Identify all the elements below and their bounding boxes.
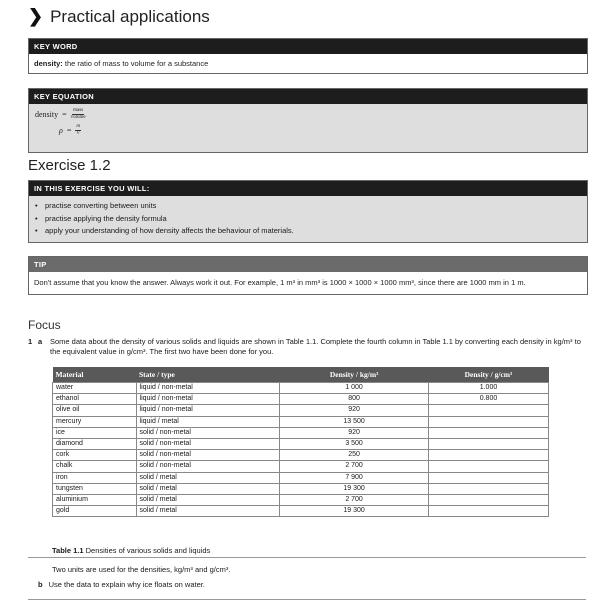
cell-state: solid / non-metal [136, 461, 280, 472]
table-row [53, 461, 549, 472]
cell-material: diamond [53, 438, 137, 449]
tip-text: Don't assume that you know the answer. Always work it out. For example, 1 m³ in mm³ is 1000 × 1000 × 1000 mm³, since there are 1000 mm in 1 m. [34, 278, 526, 287]
list-item: • apply your understanding of how density affects the behaviour of materials. [45, 225, 587, 238]
cell-state: solid / metal [136, 494, 280, 505]
question-1a [28, 337, 584, 357]
table-row [53, 438, 549, 449]
tip-box [28, 256, 588, 295]
key-equation-body [29, 104, 587, 152]
equation-words [35, 108, 86, 121]
cell-density-kgm3: 2 700 [280, 494, 429, 505]
table-header-row [53, 367, 549, 383]
cell-density-kgm3: 1 000 [280, 383, 429, 394]
caption-label: Table 1.1 [52, 546, 84, 555]
divider [28, 557, 586, 558]
key-equation-box [28, 88, 588, 153]
table-row [53, 483, 549, 494]
eq1-fraction [71, 108, 86, 121]
cell-state: solid / metal [136, 472, 280, 483]
cell-density-gcm3[interactable] [428, 483, 548, 494]
cell-density-kgm3: 7 900 [280, 472, 429, 483]
section-heading [28, 6, 210, 27]
question-text: Use the data to explain why ice floats on water. [48, 580, 205, 589]
cell-density-gcm3[interactable]: 1.000 [428, 383, 548, 394]
table-row [53, 494, 549, 505]
cell-state: liquid / non-metal [136, 394, 280, 405]
cell-density-kgm3: 2 700 [280, 461, 429, 472]
cell-density-kgm3: 13 500 [280, 416, 429, 427]
key-word-term: density: [34, 59, 63, 68]
cell-material: mercury [53, 416, 137, 427]
cell-material: aluminium [53, 494, 137, 505]
answer-line [28, 599, 586, 600]
chevron-right-icon: ❯ [28, 6, 44, 26]
exercise-header: IN THIS EXERCISE YOU WILL: [29, 181, 587, 196]
eq2-denominator: V [76, 131, 80, 136]
cell-density-kgm3: 800 [280, 394, 429, 405]
header-material: Material [53, 367, 137, 383]
cell-state: solid / non-metal [136, 427, 280, 438]
eq1-denominator: volume [70, 115, 86, 120]
eq2-left: ρ [59, 126, 63, 135]
cell-density-gcm3[interactable] [428, 450, 548, 461]
density-table [52, 367, 549, 517]
cell-material: gold [53, 506, 137, 517]
cell-state: solid / non-metal [136, 438, 280, 449]
key-equation-header: KEY EQUATION [29, 89, 587, 104]
cell-density-gcm3[interactable] [428, 438, 548, 449]
cell-density-gcm3[interactable] [428, 405, 548, 416]
question-1b [38, 580, 205, 589]
question-letter: b [38, 580, 43, 589]
eq1-left: density [35, 110, 59, 119]
cell-density-kgm3: 19 300 [280, 483, 429, 494]
cell-material: tungsten [53, 483, 137, 494]
section-title: Practical applications [50, 6, 210, 26]
cell-material: olive oil [53, 405, 137, 416]
equation-symbols [59, 124, 81, 137]
header-density-gcm3: Density / g/cm³ [428, 367, 548, 383]
table-row [53, 450, 549, 461]
question-letter: a [38, 337, 43, 346]
eq2-fraction [75, 124, 81, 137]
cell-state: liquid / metal [136, 416, 280, 427]
cell-density-gcm3[interactable] [428, 506, 548, 517]
cell-density-gcm3[interactable] [428, 494, 548, 505]
cell-density-kgm3: 920 [280, 405, 429, 416]
table-row [53, 405, 549, 416]
cell-state: solid / metal [136, 483, 280, 494]
key-word-header: KEY WORD [29, 39, 587, 54]
cell-density-gcm3[interactable] [428, 472, 548, 483]
list-item: • practise applying the density formula [45, 213, 587, 226]
cell-density-kgm3: 250 [280, 450, 429, 461]
exercise-title: Exercise 1.2 [28, 157, 111, 174]
question-text: Some data about the density of various solids and liquids are shown in Table 1.1. Complete the fourth column in Table 1.1 by converting each density in kg/m³ to the equivalent value in g/cm³. The first two have been done for you. [50, 337, 581, 356]
header-density-kgm3: Density / kg/m³ [280, 367, 429, 383]
caption-text: Densities of various solids and liquids [85, 546, 211, 555]
cell-material: ice [53, 427, 137, 438]
cell-material: iron [53, 472, 137, 483]
tip-header: TIP [29, 257, 587, 272]
cell-density-kgm3: 19 300 [280, 506, 429, 517]
table-row [53, 427, 549, 438]
exercise-list [29, 196, 587, 242]
table-caption [52, 546, 210, 555]
cell-density-kgm3: 920 [280, 427, 429, 438]
table-row [53, 472, 549, 483]
header-state: State / type [136, 367, 280, 383]
cell-density-gcm3[interactable] [428, 416, 548, 427]
table-row [53, 383, 549, 394]
table-row [53, 416, 549, 427]
cell-material: chalk [53, 461, 137, 472]
key-word-box [28, 38, 588, 74]
focus-title: Focus [28, 318, 61, 332]
list-item: • practise converting between units [45, 200, 587, 213]
cell-density-gcm3[interactable]: 0.800 [428, 394, 548, 405]
exercise-box [28, 180, 588, 243]
cell-state: solid / metal [136, 506, 280, 517]
eq1-operator: = [62, 110, 67, 119]
cell-material: cork [53, 450, 137, 461]
eq1-numerator: mass [73, 108, 84, 113]
question-number: 1 [28, 337, 33, 346]
eq2-operator: = [66, 126, 72, 135]
key-word-definition: the ratio of mass to volume for a substance [64, 59, 209, 68]
cell-density-gcm3[interactable] [428, 427, 548, 438]
cell-state: liquid / non-metal [136, 405, 280, 416]
eq2-numerator: m [76, 124, 80, 129]
cell-state: liquid / non-metal [136, 383, 280, 394]
cell-material: ethanol [53, 394, 137, 405]
cell-density-gcm3[interactable] [428, 461, 548, 472]
cell-material: water [53, 383, 137, 394]
table-row [53, 506, 549, 517]
key-word-body [29, 54, 587, 73]
units-note: Two units are used for the densities, kg/m³ and g/cm³. [52, 565, 231, 574]
cell-density-kgm3: 3 500 [280, 438, 429, 449]
table-row [53, 394, 549, 405]
cell-state: solid / non-metal [136, 450, 280, 461]
